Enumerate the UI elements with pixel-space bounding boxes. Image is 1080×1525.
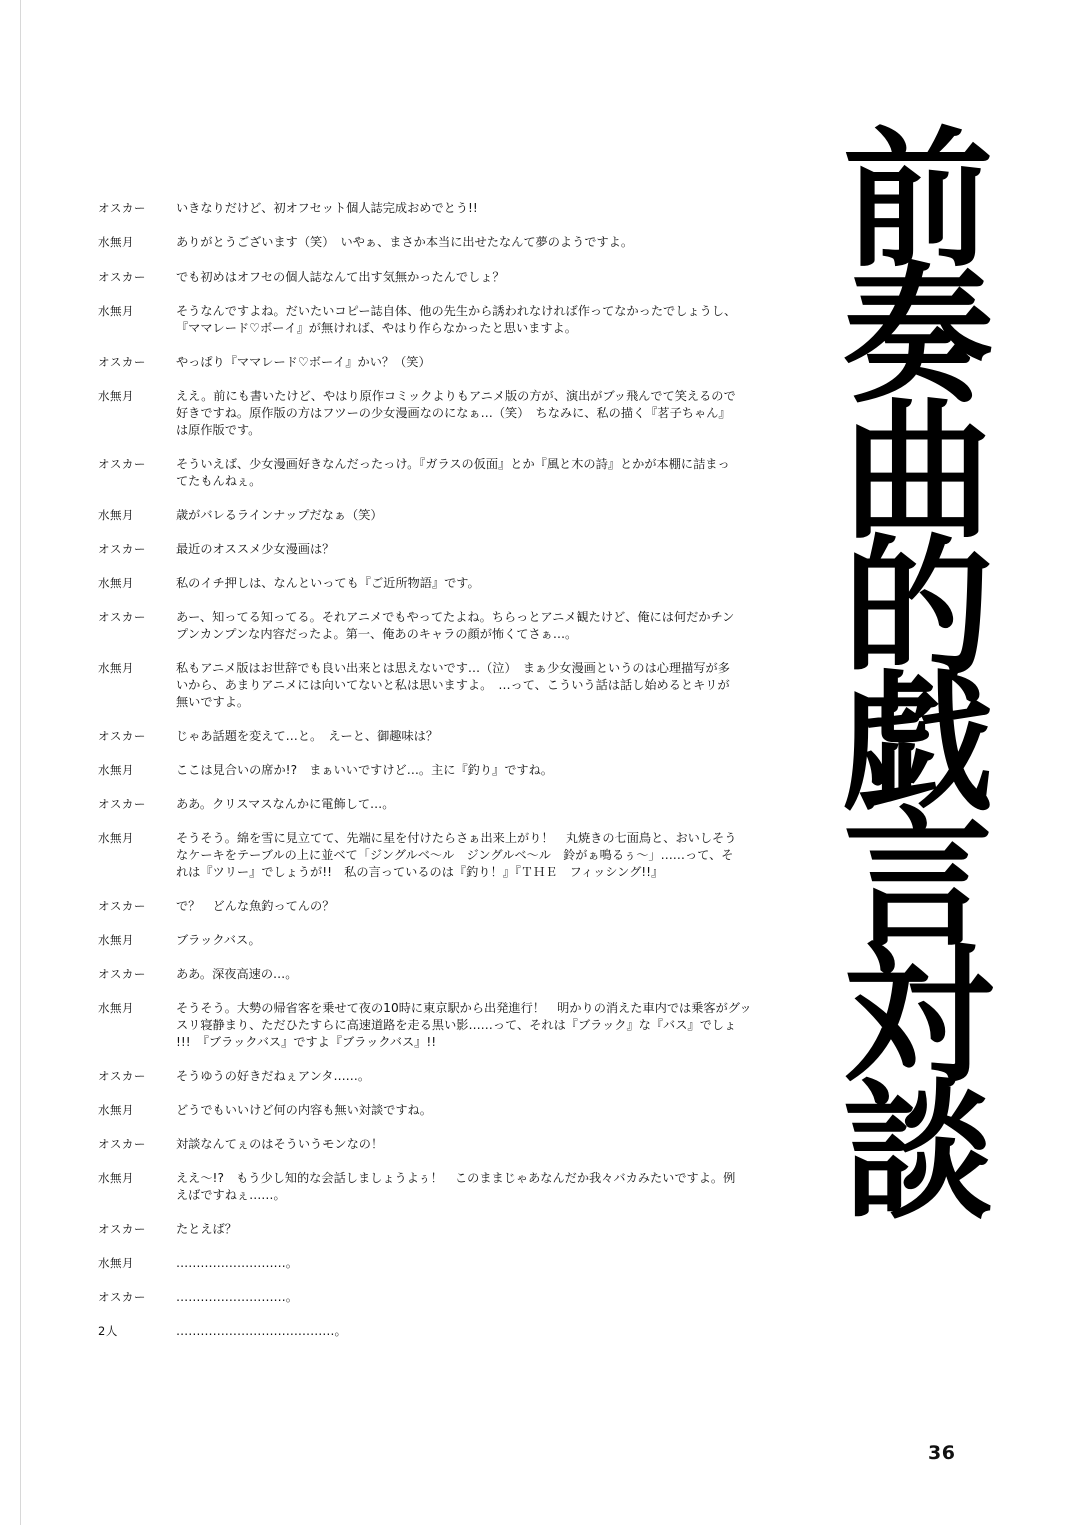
dialogue-text: ありがとうございます（笑） いやぁ、まさか本当に出せたなんて夢のようですよ。 (176, 235, 634, 249)
dialogue-line (98, 303, 818, 337)
dialogue-text: そうゆうの好きだねぇアンタ……。 (176, 1069, 371, 1083)
dialogue-line (98, 541, 818, 558)
speaker-name: 水無月 (98, 831, 134, 845)
speaker-name: 水無月 (98, 576, 134, 590)
speaker-name: オスカー (98, 270, 146, 284)
dialogue-text: 私のイチ押しは、なんといっても『ご近所物語』です。 (176, 576, 480, 590)
dialogue-text: いきなりだけど、初オフセット個人誌完成おめでとう!! (176, 201, 478, 215)
dialogue-transcript (98, 200, 818, 1340)
dialogue-line (98, 898, 818, 915)
dialogue-line (98, 234, 818, 251)
speaker-name: 水無月 (98, 508, 134, 522)
dialogue-line (98, 1170, 818, 1204)
dialogue-line (98, 830, 818, 881)
dialogue-line (98, 354, 818, 371)
dialogue-line (98, 762, 818, 779)
dialogue-text: そうそう。大勢の帰省客を乗せて夜の10時に東京駅から出発進行！ 明かりの消えた車内では乗客がグッ スリ寝静まり、ただひたすらに高速道路を走る黒い影……って、それは『ブラック』な『バス』でしょ !!! 『ブラックバス』ですよ『ブラックバス』!! (176, 1001, 752, 1049)
dialogue-text: …………………………………。 (176, 1324, 347, 1338)
speaker-name: 2人 (98, 1324, 118, 1338)
dialogue-text: あー、知ってる知ってる。それアニメでもやってたよね。ちらっとアニメ観たけど、俺には何だかチン プンカンプンな内容だったよ。第一、俺あのキャラの顔が怖くてさぁ…。 (176, 610, 735, 641)
dialogue-text: で？ どんな魚釣ってんの？ (176, 899, 335, 913)
dialogue-text: そうそう。綿を雪に見立てて、先端に星を付けたらさぁ出来上がり！ 丸焼きの七面鳥と、おいしそう なケーキをテーブルの上に並べて「ジングルベ～ル ジングルベ～ル 鈴がぁ鳴るぅ～」……って、そ れは『ツリー』でしょうが!! 私の言っているのは『釣り！』『ＴＨＥ フィッシング!!』 (176, 831, 737, 879)
dialogue-line (98, 507, 818, 524)
speaker-name: 水無月 (98, 661, 134, 675)
speaker-name: オスカー (98, 1290, 146, 1304)
dialogue-text: じゃあ話題を変えて…と。 えーと、御趣味は？ (176, 729, 439, 743)
page-number: 36 (928, 1442, 956, 1464)
dialogue-line (98, 609, 818, 643)
speaker-name: オスカー (98, 201, 146, 215)
dialogue-text: 歳がバレるラインナップだなぁ（笑） (176, 508, 383, 522)
dialogue-line (98, 932, 818, 949)
dialogue-line (98, 456, 818, 490)
dialogue-line (98, 269, 818, 286)
dialogue-line (98, 200, 818, 217)
speaker-name: オスカー (98, 457, 146, 471)
dialogue-line (98, 1000, 818, 1051)
speaker-name: 水無月 (98, 389, 134, 403)
dialogue-line (98, 796, 818, 813)
speaker-name: オスカー (98, 967, 146, 981)
dialogue-text: ここは見合いの席か!? まぁいいですけど…。主に『釣り』ですね。 (176, 763, 553, 777)
speaker-name: オスカー (98, 542, 146, 556)
speaker-name: オスカー (98, 899, 146, 913)
dialogue-text: どうでもいいけど何の内容も無い対談ですね。 (176, 1103, 432, 1117)
speaker-name: 水無月 (98, 235, 134, 249)
page-edge (20, 0, 21, 1525)
speaker-name: オスカー (98, 610, 146, 624)
speaker-name: 水無月 (98, 763, 134, 777)
dialogue-text: ………………………。 (176, 1256, 298, 1270)
speaker-name: オスカー (98, 355, 146, 369)
dialogue-line (98, 1255, 818, 1272)
dialogue-text: ええ～!? もう少し知的な会話しましょうよぅ！ このままじゃあなんだか我々バカみたいですよ。例 えばですねぇ……。 (176, 1171, 736, 1202)
dialogue-line (98, 728, 818, 745)
dialogue-line (98, 1102, 818, 1119)
speaker-name: 水無月 (98, 1103, 134, 1117)
speaker-name: オスカー (98, 797, 146, 811)
dialogue-line (98, 388, 818, 439)
dialogue-line (98, 1068, 818, 1085)
speaker-name: 水無月 (98, 1171, 134, 1185)
dialogue-text: たとえば？ (176, 1222, 237, 1236)
dialogue-text: 最近のオススメ少女漫画は？ (176, 542, 335, 556)
dialogue-line (98, 660, 818, 711)
dialogue-text: でも初めはオフセの個人誌なんて出す気無かったんでしょ？ (176, 270, 505, 284)
dialogue-text: ああ。深夜高速の…。 (176, 967, 298, 981)
dialogue-text: ………………………。 (176, 1290, 298, 1304)
speaker-name: 水無月 (98, 1001, 134, 1015)
dialogue-text: ええ。前にも書いたけど、やはり原作コミックよりもアニメ版の方が、演出がブッ飛んでて笑えるので 好きですね。原作版の方はフツーの少女漫画なのになぁ…（笑） ちなみに、私の描く『茗子ちゃん』 は原作版です。 (176, 389, 736, 437)
dialogue-line (98, 575, 818, 592)
dialogue-line (98, 1289, 818, 1306)
dialogue-line (98, 966, 818, 983)
dialogue-line (98, 1323, 818, 1340)
speaker-name: オスカー (98, 729, 146, 743)
dialogue-text: 対談なんてぇのはそういうモンなの！ (176, 1137, 384, 1151)
speaker-name: 水無月 (98, 304, 134, 318)
speaker-name: 水無月 (98, 933, 134, 947)
dialogue-text: そうなんですよね。だいたいコピー誌自体、他の先生から誘われなければ作ってなかったでしょうし、 『ママレード♡ボーイ』が無ければ、やはり作らなかったと思いますよ。 (176, 304, 737, 335)
dialogue-line (98, 1221, 818, 1238)
page-title: 前奏曲的戯言対談 (817, 120, 993, 1208)
dialogue-text: ブラックバス。 (176, 933, 261, 947)
speaker-name: オスカー (98, 1222, 146, 1236)
dialogue-text: 私もアニメ版はお世辞でも良い出来とは思えないです…（泣） まぁ少女漫画というのは心理描写が多 いから、あまりアニメには向いてないと私は思いますよ。 …って、こういう話は話し始めるとキリが 無いですよ。 (176, 661, 730, 709)
speaker-name: オスカー (98, 1069, 146, 1083)
speaker-name: 水無月 (98, 1256, 134, 1270)
dialogue-text: そういえば、少女漫画好きなんだったっけ。『ガラスの仮面』とか『風と木の詩』とかが本棚に詰まっ てたもんねぇ。 (176, 457, 730, 488)
speaker-name: オスカー (98, 1137, 146, 1151)
dialogue-line (98, 1136, 818, 1153)
dialogue-text: やっぱり『ママレード♡ボーイ』かい？（笑） (176, 355, 431, 369)
dialogue-text: ああ。クリスマスなんかに電飾して…。 (176, 797, 395, 811)
